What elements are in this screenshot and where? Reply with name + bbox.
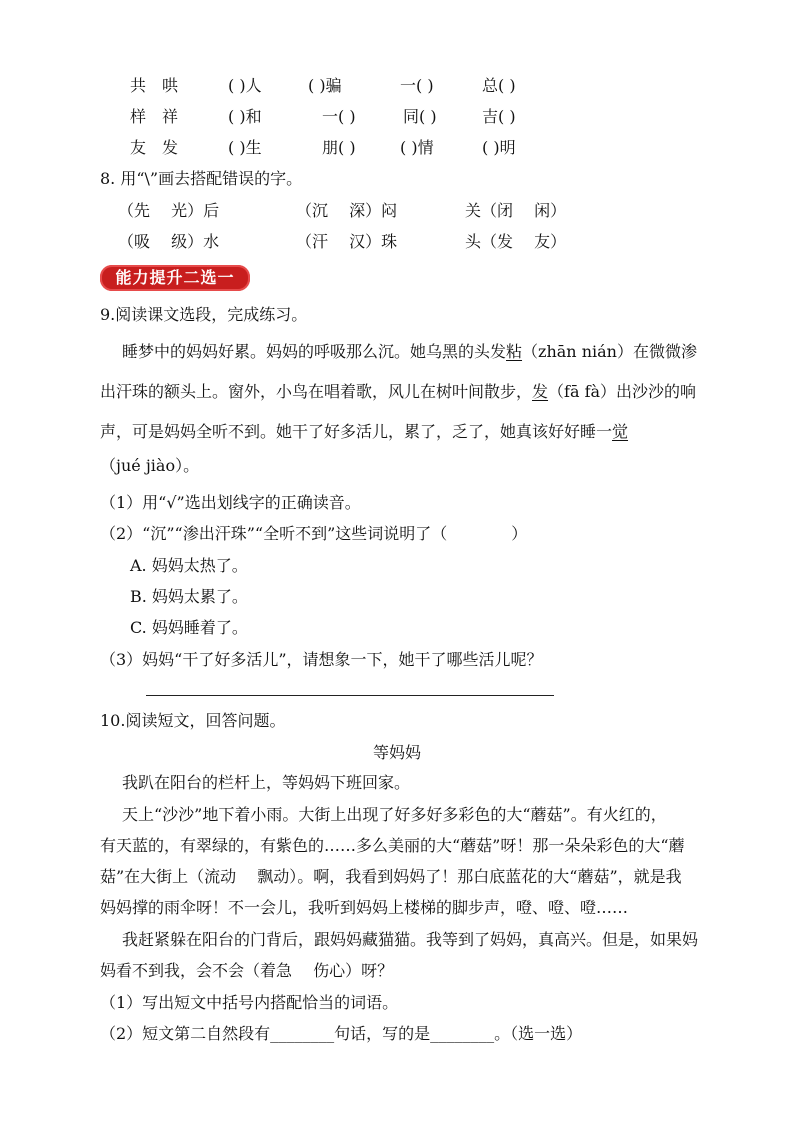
q10-paragraph-1: 我趴在阳台的栏杆上，等妈妈下班回家。 (122, 773, 411, 792)
q10-paragraph-2-line: 天上“沙沙”地下着小雨。大街上出现了好多好多彩色的大“蘑菇”。有火红的， (122, 805, 667, 824)
q8-row-1 (0, 198, 794, 224)
q10-sub1: （1）写出短文中括号内搭配恰当的词语。 (100, 993, 399, 1012)
q8-cell: 头（发 友） (465, 232, 567, 251)
q9-sub1: （1）用“√”选出划线字的正确读音。 (100, 493, 361, 512)
passage-text: 声，可是妈妈全听不到。她干了好多活儿，累了，乏了，她真该好好睡一 (100, 422, 613, 441)
underlined-word: 发 (532, 382, 549, 401)
q10-paragraph-3-line: 我赶紧躲在阳台的门背后，跟妈妈藏猫猫。我等到了妈妈，真高兴。但是，如果妈 (122, 930, 699, 949)
passage-text: （zhān nián）在微微渗 (522, 342, 697, 361)
q7-row-2 (0, 104, 794, 130)
underlined-word: 觉 (612, 422, 629, 441)
q9-passage-line (100, 419, 628, 445)
answer-line[interactable] (146, 695, 554, 696)
q7-cell: 一( ) (400, 76, 434, 95)
q10-paragraph-2-line: 菇”在大街上（流动 飘动）。啊，我看到妈妈了！那白底蓝花的大“蘑菇”，就是我 (100, 867, 682, 886)
q7-cell: 发 (162, 138, 179, 157)
q8-cell: （汗 汉）珠 (296, 232, 398, 251)
q10-prompt: 10.阅读短文，回答问题。 (100, 711, 286, 730)
q8-cell: （吸 级）水 (118, 232, 220, 251)
q7-cell: ( )情 (400, 138, 434, 157)
q8-row-2 (0, 229, 794, 255)
passage-text: 睡梦中的妈妈好累。妈妈的呼吸那么沉。她乌黑的头发 (122, 342, 507, 361)
q9-passage-line (122, 339, 697, 365)
q7-cell: 友 (130, 138, 147, 157)
q10-paragraph-2-line: 有天蓝的，有翠绿的，有紫色的……多么美丽的大“蘑菇”呀！那一朵朵彩色的大“蘑 (100, 836, 685, 855)
q7-cell: 吉( ) (482, 107, 516, 126)
underlined-word: 粘 (506, 342, 523, 361)
q7-row-1 (0, 73, 794, 99)
passage-title: 等妈妈 (372, 743, 421, 762)
q7-cell: 共 (130, 76, 147, 95)
q8-cell: （沉 深）闷 (296, 201, 398, 220)
section-banner: 能力提升二选一 (100, 265, 250, 291)
q7-cell: ( )生 (228, 138, 262, 157)
q9-prompt: 9.阅读课文选段，完成练习。 (100, 305, 308, 324)
q8-cell: 关（闭 闲） (465, 201, 567, 220)
q7-cell: ( )人 (228, 76, 262, 95)
q9-sub2: （2）“沉”“渗出汗珠”“全听不到”这些词说明了（ ） (100, 524, 528, 543)
q9-sub3: （3）妈妈“干了好多活儿”，请想象一下，她干了哪些活儿呢？ (100, 650, 543, 669)
q8-cell: （先 光）后 (118, 201, 220, 220)
q7-cell: ( )骗 (308, 76, 342, 95)
q9-passage-line (100, 379, 696, 405)
q7-cell: 一( ) (322, 107, 356, 126)
q7-row-3 (0, 135, 794, 161)
q7-cell: ( )明 (482, 138, 516, 157)
q7-cell: 样 (130, 107, 147, 126)
q7-cell: 同( ) (403, 107, 437, 126)
q9-passage-line: （jué jiào）。 (100, 456, 200, 475)
q7-cell: 总( ) (482, 76, 516, 95)
passage-text: （fā fà）出沙沙的响 (548, 382, 697, 401)
q10-paragraph-3-line: 妈看不到我，会不会（着急 伤心）呀？ (100, 961, 394, 980)
q9-option-b: B. 妈妈太累了。 (130, 587, 248, 606)
passage-text: 出汗珠的额头上。窗外，小鸟在唱着歌，风儿在树叶间散步， (100, 382, 533, 401)
q7-cell: ( )和 (228, 107, 262, 126)
q10-sub2: （2）短文第二自然段有________句话，写的是________。（选一选） (100, 1024, 583, 1043)
q7-cell: 祥 (162, 107, 179, 126)
q9-option-a: A. 妈妈太热了。 (130, 556, 248, 575)
q7-cell: 朋( ) (322, 138, 356, 157)
q8-prompt: 8. 用“\”画去搭配错误的字。 (100, 169, 303, 188)
q9-option-c: C. 妈妈睡着了。 (130, 618, 248, 637)
q10-paragraph-2-line: 妈妈撑的雨伞呀！不一会儿，我听到妈妈上楼梯的脚步声，噔、噔、噔…… (100, 898, 629, 917)
q7-cell: 哄 (162, 76, 179, 95)
